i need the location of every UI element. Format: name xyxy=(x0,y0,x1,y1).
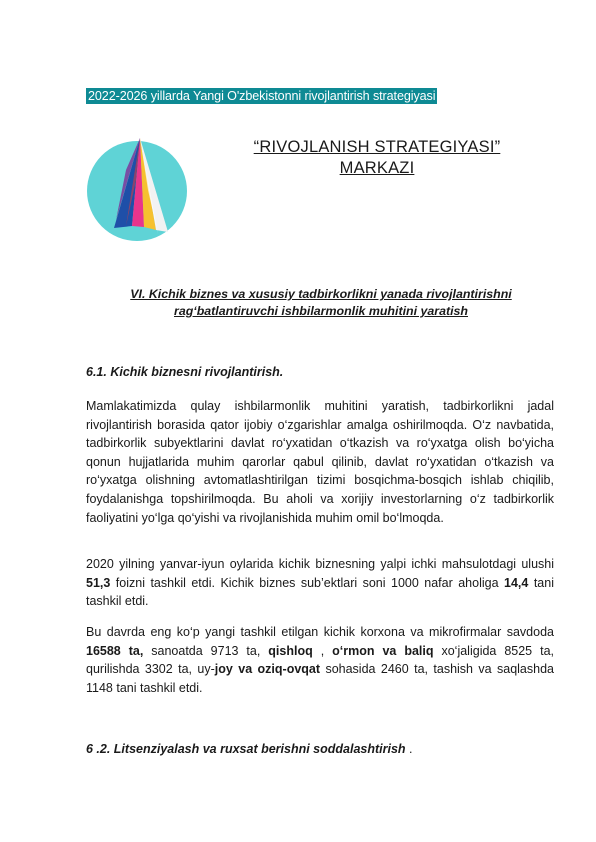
org-title-line1: “RIVOJLANISH STRATEGIYASI” xyxy=(253,138,501,156)
p3-forestry-label: o‘rmon va baliq xyxy=(332,643,434,658)
paragraph-business-environment: Mamlakatimizda qulay ishbilarmonlik muhitini yaratish, tadbirkorlikni jadal rivojlantirish borasida qator ijobiy o‘zgarishlar amalga oshirilmoqda. O‘z navbatida, tadbirkorlik subyektlarini davlat ro‘yxatidan o‘tkazish va ro‘yxatga olish bo‘yicha qonun hujjatlarida muhim qarorlar qabul qilinib, davlat ro‘yxatidan o‘tkazish va ro‘yxatga olishning avtomatlashtirilgan tizimi bosqichma-bosqich ishlab chiqilib, foydalanishga topshirilmoqda. Bu aholi va xorijiy investorlarning o‘z tadbirkorlik faoliyatini yo‘lga qo‘yishi va rivojlanishida muhim omil bo‘lmoqda. xyxy=(86,399,554,525)
paragraph-gdp-share xyxy=(86,555,554,611)
paragraph-new-enterprises xyxy=(86,623,554,697)
org-title xyxy=(212,137,542,179)
subsection-heading-6-2 xyxy=(86,742,413,756)
section-title xyxy=(86,286,556,320)
p3-agri-label: qishloq xyxy=(268,643,313,658)
p2-text-c: foizni tashkil etdi. Kichik biznes sub’ektlari soni 1000 nafar aholiga xyxy=(110,575,505,590)
section-title-line1: VI. Kichik biznes va xususiy tadbirkorlikni yanada rivojlantirishni xyxy=(130,287,512,301)
p3-text-c: sanoatda 9713 ta, xyxy=(143,643,269,658)
subsection-heading-6-1: 6.1. Kichik biznesni rivojlantirish. xyxy=(86,365,284,379)
section-title-line2: rag‘batlantiruvchi ishbilarmonlik muhitini yaratish xyxy=(174,304,468,318)
p2-text-e: tani tashkil etdi. xyxy=(86,575,554,609)
p3-text-i: sohasida 2460 ta, tashish va saqlashda 1148 tani tashkil etdi. xyxy=(86,662,554,695)
p2-per1000-value: 14,4 xyxy=(504,575,529,590)
strategy-banner: 2022-2026 yillarda Yangi O'zbekistonni rivojlantirish strategiyasi xyxy=(88,89,436,103)
p2-share-value: 51,3 xyxy=(86,575,111,590)
p2-text-a: 2020 yilning yanvar-iyun oylarida kichik biznesning yalpi ichki mahsulotdagi ulushi xyxy=(86,557,554,571)
subsection-6-2-text: 6 .2. Litsenziyalash va ruxsat berishni soddalashtirish xyxy=(86,742,406,756)
markaz-logo-icon xyxy=(86,130,188,252)
p3-housing-label: joy va oziq-ovqat xyxy=(214,662,321,677)
p3-trade-count: 16588 ta, xyxy=(86,643,144,658)
org-title-line2: MARKAZI xyxy=(339,159,415,177)
p3-text-a: Bu davrda eng ko‘p yangi tashkil etilgan kichik korxona va mikrofirmalar savdoda xyxy=(86,625,554,639)
subsection-6-2-tail: . xyxy=(405,742,413,756)
p3-text-e: , xyxy=(312,643,333,658)
p3-text-g: xo‘jaligida 8525 ta, qurilishda 3302 ta, uy- xyxy=(86,643,554,677)
